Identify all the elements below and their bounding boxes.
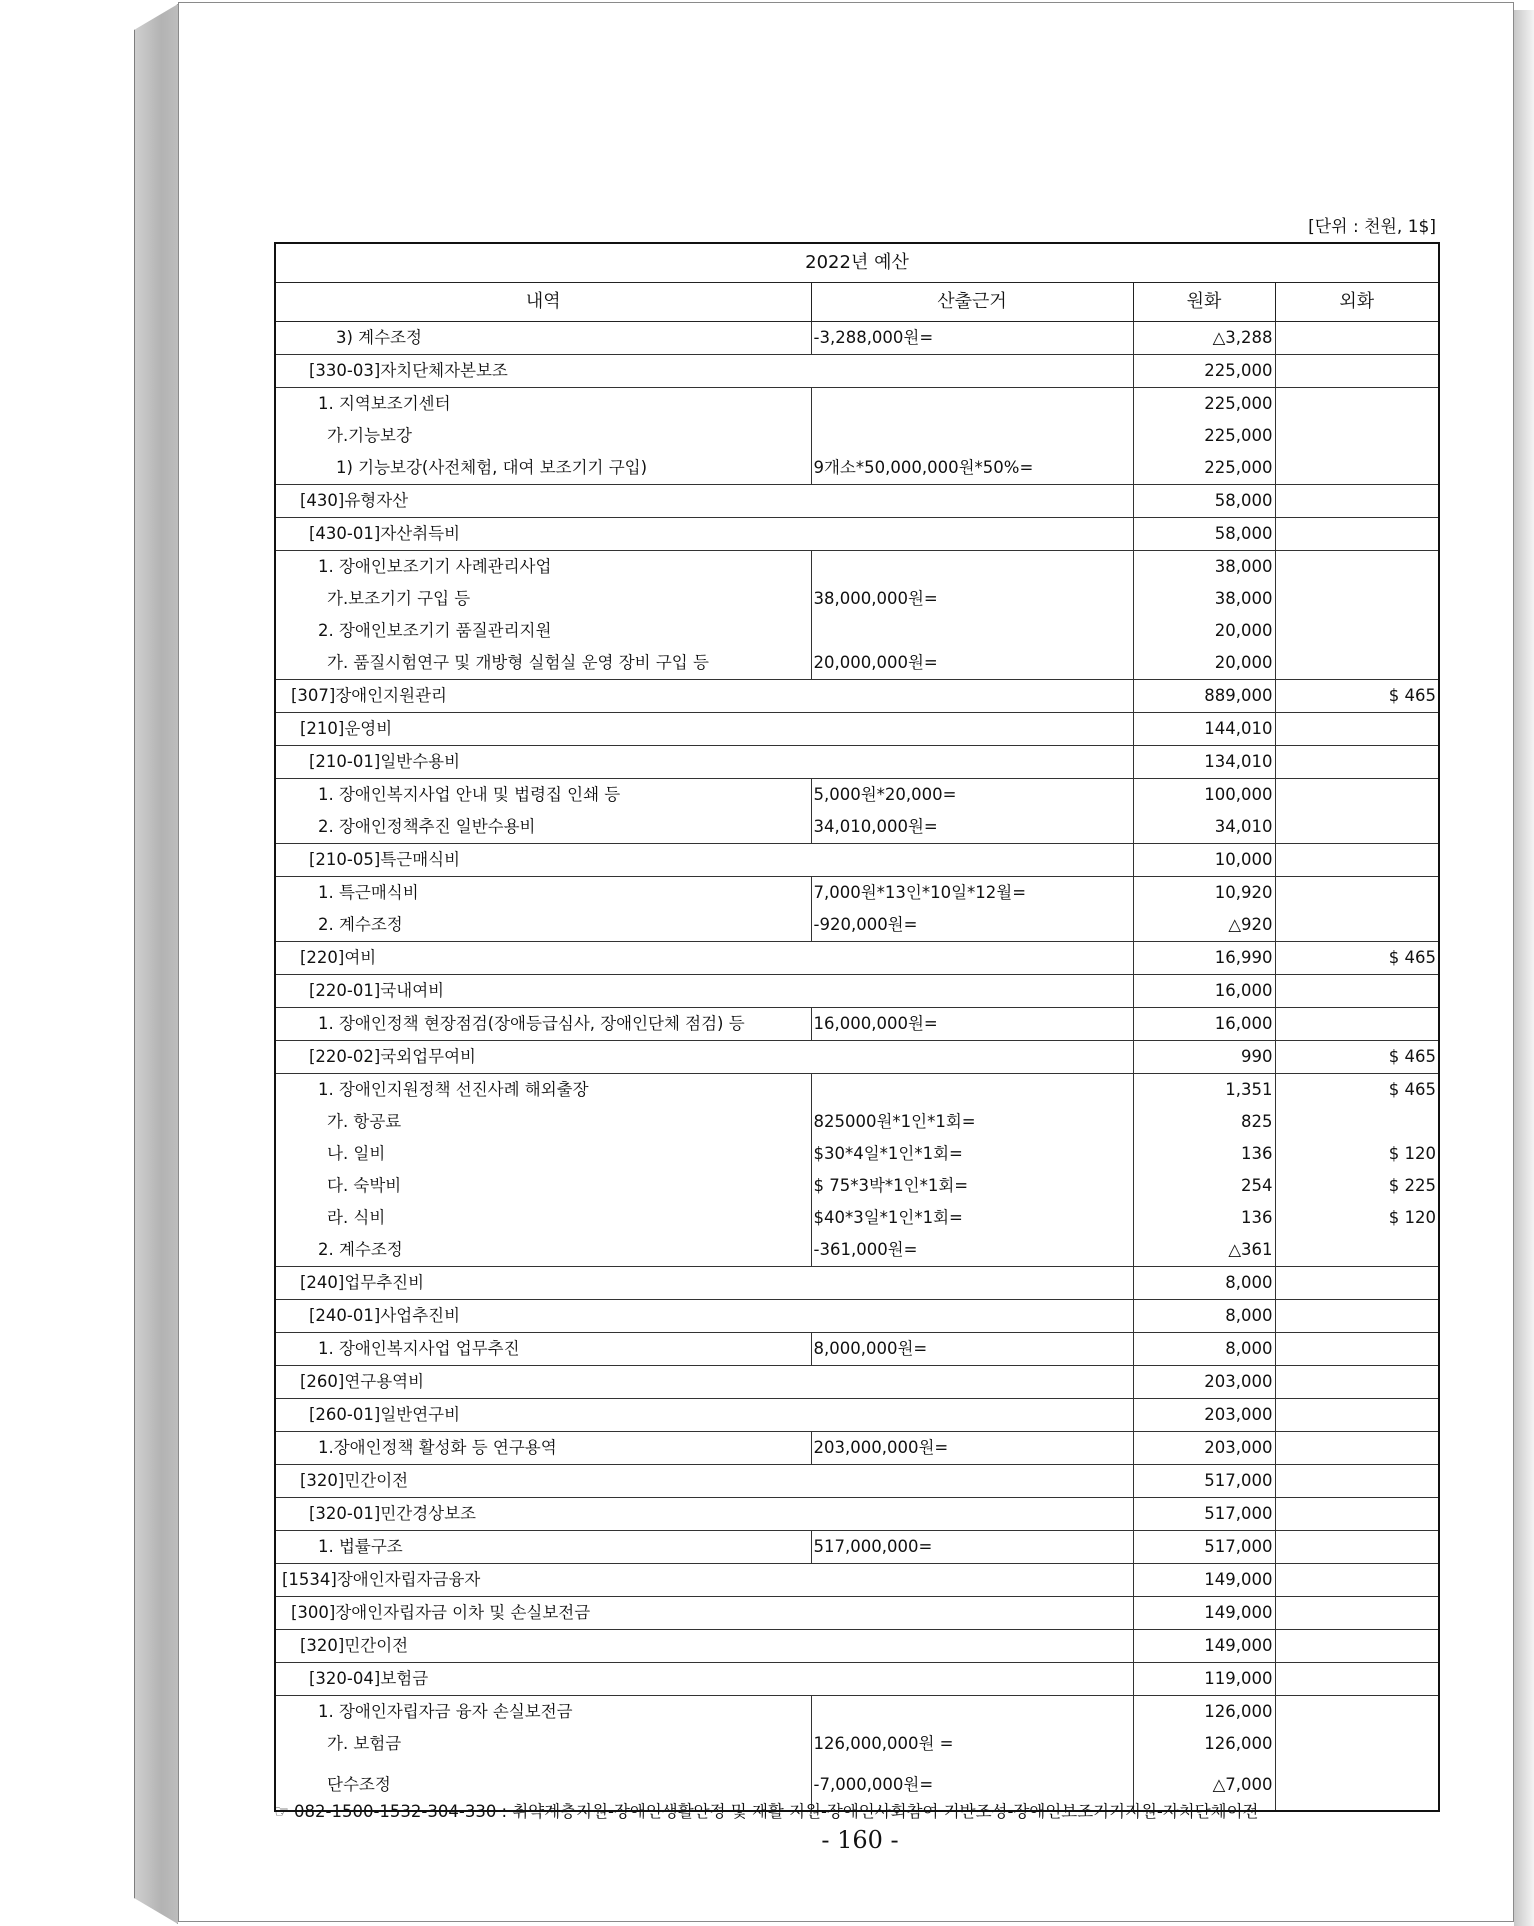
row-won: 149,000 (1133, 1597, 1275, 1630)
row-foreign (1275, 518, 1439, 551)
row-desc: [210-01]일반수용비 (275, 746, 1133, 779)
row-desc: 2. 계수조정 (275, 909, 811, 942)
row-basis (811, 420, 1133, 452)
row-won: 517,000 (1133, 1498, 1275, 1531)
row-basis: 7,000원*13인*10일*12월= (811, 877, 1133, 910)
row-basis: 8,000,000원= (811, 1333, 1133, 1366)
row-desc: [1534]장애인자립자금융자 (275, 1564, 1133, 1597)
table-row (275, 452, 1439, 485)
table-row (275, 1138, 1439, 1170)
table-row (275, 322, 1439, 355)
row-won: △361 (1133, 1234, 1275, 1267)
row-won: 825 (1133, 1106, 1275, 1138)
row-won: 119,000 (1133, 1663, 1275, 1696)
row-foreign (1275, 355, 1439, 388)
row-foreign (1275, 1267, 1439, 1300)
table-row (275, 680, 1439, 713)
table-row (275, 355, 1439, 388)
table-row (275, 1008, 1439, 1041)
row-won: 225,000 (1133, 420, 1275, 452)
row-foreign (1275, 1106, 1439, 1138)
table-row (275, 779, 1439, 812)
row-desc: 1. 장애인복지사업 업무추진 (275, 1333, 811, 1366)
row-basis: 203,000,000원= (811, 1432, 1133, 1465)
row-foreign: $ 225 (1275, 1170, 1439, 1202)
table-row (275, 1663, 1439, 1696)
row-won: 889,000 (1133, 680, 1275, 713)
table-row (275, 975, 1439, 1008)
table-row (275, 1465, 1439, 1498)
row-foreign (1275, 615, 1439, 647)
row-won: △920 (1133, 909, 1275, 942)
table-row (275, 1170, 1439, 1202)
table-row (275, 1267, 1439, 1300)
row-desc: [320]민간이전 (275, 1630, 1133, 1663)
row-won: 225,000 (1133, 452, 1275, 485)
row-basis (811, 1696, 1133, 1729)
book-spine (134, 4, 180, 1924)
row-desc: [330-03]자치단체자본보조 (275, 355, 1133, 388)
row-foreign (1275, 452, 1439, 485)
row-foreign (1275, 1663, 1439, 1696)
row-desc: [260-01]일반연구비 (275, 1399, 1133, 1432)
row-won: 38,000 (1133, 583, 1275, 615)
budget-year-header: 2022년 예산 (275, 243, 1439, 283)
row-won: 58,000 (1133, 518, 1275, 551)
row-foreign: $ 120 (1275, 1202, 1439, 1234)
row-desc: 가. 보험금 (275, 1728, 811, 1760)
row-basis: 517,000,000= (811, 1531, 1133, 1564)
row-desc: 1. 장애인자립자금 융자 손실보전금 (275, 1696, 811, 1729)
row-foreign (1275, 551, 1439, 584)
row-foreign (1275, 1333, 1439, 1366)
budget-rows (275, 322, 1439, 1812)
table-row (275, 1366, 1439, 1399)
table-row (275, 1531, 1439, 1564)
row-basis: 34,010,000원= (811, 811, 1133, 844)
row-won: 225,000 (1133, 355, 1275, 388)
row-foreign (1275, 779, 1439, 812)
row-basis: 5,000원*20,000= (811, 779, 1133, 812)
row-foreign (1275, 1008, 1439, 1041)
row-won: 990 (1133, 1041, 1275, 1074)
row-desc: [320-01]민간경상보조 (275, 1498, 1133, 1531)
row-won: 16,990 (1133, 942, 1275, 975)
row-foreign (1275, 1597, 1439, 1630)
row-won: 203,000 (1133, 1432, 1275, 1465)
row-foreign (1275, 713, 1439, 746)
row-foreign (1275, 746, 1439, 779)
row-desc: 가. 품질시험연구 및 개방형 실험실 운영 장비 구입 등 (275, 647, 811, 680)
row-won: 517,000 (1133, 1531, 1275, 1564)
row-desc: [430-01]자산취득비 (275, 518, 1133, 551)
table-row (275, 1106, 1439, 1138)
col-header-foreign: 외화 (1275, 283, 1439, 322)
row-desc: 가.기능보강 (275, 420, 811, 452)
table-row (275, 615, 1439, 647)
row-foreign: $ 465 (1275, 942, 1439, 975)
row-desc: [240-01]사업추진비 (275, 1300, 1133, 1333)
row-basis: 16,000,000원= (811, 1008, 1133, 1041)
row-won: 225,000 (1133, 388, 1275, 421)
row-foreign: $ 465 (1275, 680, 1439, 713)
table-row (275, 1234, 1439, 1267)
row-basis: -7,000,000원= (811, 1760, 1133, 1811)
row-desc: 가.보조기기 구입 등 (275, 583, 811, 615)
row-basis: $30*4일*1인*1회= (811, 1138, 1133, 1170)
row-desc: 다. 숙박비 (275, 1170, 811, 1202)
row-basis: $40*3일*1인*1회= (811, 1202, 1133, 1234)
row-basis: 9개소*50,000,000원*50%= (811, 452, 1133, 485)
row-desc: 1. 장애인정책 현장점검(장애등급심사, 장애인단체 점검) 등 (275, 1008, 811, 1041)
row-basis (811, 1074, 1133, 1107)
table-row (275, 713, 1439, 746)
row-desc: 라. 식비 (275, 1202, 811, 1234)
table-row (275, 877, 1439, 910)
table-row (275, 1333, 1439, 1366)
row-won: 58,000 (1133, 485, 1275, 518)
table-row (275, 844, 1439, 877)
row-basis (811, 388, 1133, 421)
budget-table (274, 242, 1440, 1812)
row-desc: [210-05]특근매식비 (275, 844, 1133, 877)
row-won: 136 (1133, 1202, 1275, 1234)
table-row (275, 1432, 1439, 1465)
unit-label: [단위 : 천원, 1$] (1308, 217, 1436, 237)
row-desc: [320-04]보험금 (275, 1663, 1133, 1696)
row-won: △7,000 (1133, 1760, 1275, 1811)
table-row (275, 1498, 1439, 1531)
row-foreign (1275, 1728, 1439, 1760)
table-row (275, 583, 1439, 615)
row-foreign (1275, 1366, 1439, 1399)
row-won: 126,000 (1133, 1728, 1275, 1760)
row-desc: 가. 항공료 (275, 1106, 811, 1138)
row-won: 38,000 (1133, 551, 1275, 584)
row-won: 34,010 (1133, 811, 1275, 844)
row-basis: 38,000,000원= (811, 583, 1133, 615)
row-basis: -920,000원= (811, 909, 1133, 942)
row-foreign (1275, 485, 1439, 518)
row-desc: 2. 계수조정 (275, 1234, 811, 1267)
table-row (275, 1399, 1439, 1432)
row-basis (811, 615, 1133, 647)
row-basis (811, 551, 1133, 584)
row-desc: [260]연구용역비 (275, 1366, 1133, 1399)
row-foreign (1275, 1234, 1439, 1267)
table-row (275, 388, 1439, 421)
row-desc: [320]민간이전 (275, 1465, 1133, 1498)
page-number: - 160 - (821, 1826, 899, 1854)
row-foreign (1275, 1432, 1439, 1465)
table-row (275, 1597, 1439, 1630)
row-desc: 1. 법률구조 (275, 1531, 811, 1564)
row-desc: 1. 장애인보조기기 사례관리사업 (275, 551, 811, 584)
row-foreign (1275, 1300, 1439, 1333)
row-basis: 20,000,000원= (811, 647, 1133, 680)
row-won: 20,000 (1133, 615, 1275, 647)
row-desc: 1. 장애인지원정책 선진사례 해외출장 (275, 1074, 811, 1107)
row-foreign (1275, 647, 1439, 680)
row-foreign (1275, 1399, 1439, 1432)
table-row (275, 1630, 1439, 1663)
row-foreign (1275, 1465, 1439, 1498)
row-foreign (1275, 583, 1439, 615)
row-foreign: $ 465 (1275, 1074, 1439, 1107)
row-won: 10,000 (1133, 844, 1275, 877)
row-desc: [307]장애인지원관리 (275, 680, 1133, 713)
row-desc: 1.장애인정책 활성화 등 연구용역 (275, 1432, 811, 1465)
page-shadow (1514, 10, 1534, 1926)
table-row (275, 551, 1439, 584)
footer-note: ☞ 082-1500-1532-304-330 : 취약계층지원-장애인생활안정 및 재활 지원-장애인사회참여 기반조성-장애인보조기기지원-자치단체이전 (274, 1802, 1259, 1821)
table-row (275, 1074, 1439, 1107)
row-desc: 1) 기능보강(사전체험, 대여 보조기기 구입) (275, 452, 811, 485)
row-won: 16,000 (1133, 1008, 1275, 1041)
row-foreign (1275, 1531, 1439, 1564)
table-row (275, 485, 1439, 518)
row-basis: $ 75*3박*1인*1회= (811, 1170, 1133, 1202)
row-foreign (1275, 844, 1439, 877)
row-won: 134,010 (1133, 746, 1275, 779)
row-won: 517,000 (1133, 1465, 1275, 1498)
col-header-won: 원화 (1133, 283, 1275, 322)
row-basis: 126,000,000원 = (811, 1728, 1133, 1760)
row-won: 8,000 (1133, 1267, 1275, 1300)
row-won: 8,000 (1133, 1333, 1275, 1366)
row-desc: 3) 계수조정 (275, 322, 811, 355)
row-desc: [430]유형자산 (275, 485, 1133, 518)
table-row (275, 909, 1439, 942)
table-row (275, 647, 1439, 680)
row-desc: 1. 특근매식비 (275, 877, 811, 910)
row-foreign (1275, 388, 1439, 421)
col-header-desc: 내역 (275, 283, 811, 322)
row-desc: 나. 일비 (275, 1138, 811, 1170)
row-desc: 1. 장애인복지사업 안내 및 법령집 인쇄 등 (275, 779, 811, 812)
table-row (275, 1728, 1439, 1760)
row-won: 16,000 (1133, 975, 1275, 1008)
row-won: 149,000 (1133, 1630, 1275, 1663)
table-row (275, 942, 1439, 975)
row-won: 100,000 (1133, 779, 1275, 812)
row-foreign (1275, 975, 1439, 1008)
row-desc: 단수조정 (275, 1760, 811, 1811)
table-row (275, 811, 1439, 844)
table-row (275, 1696, 1439, 1729)
row-foreign: $ 120 (1275, 1138, 1439, 1170)
row-desc: 1. 지역보조기센터 (275, 388, 811, 421)
row-foreign (1275, 877, 1439, 910)
row-won: 203,000 (1133, 1366, 1275, 1399)
table-row (275, 1041, 1439, 1074)
row-desc: [240]업무추진비 (275, 1267, 1133, 1300)
row-won: △3,288 (1133, 322, 1275, 355)
row-won: 10,920 (1133, 877, 1275, 910)
row-won: 8,000 (1133, 1300, 1275, 1333)
row-foreign (1275, 1630, 1439, 1663)
row-foreign (1275, 322, 1439, 355)
row-desc: [220]여비 (275, 942, 1133, 975)
row-desc: 2. 장애인보조기기 품질관리지원 (275, 615, 811, 647)
table-row (275, 1300, 1439, 1333)
row-basis: -3,288,000원= (811, 322, 1133, 355)
row-desc: [210]운영비 (275, 713, 1133, 746)
row-foreign (1275, 420, 1439, 452)
row-won: 136 (1133, 1138, 1275, 1170)
row-foreign (1275, 1696, 1439, 1729)
row-basis: -361,000원= (811, 1234, 1133, 1267)
row-won: 149,000 (1133, 1564, 1275, 1597)
table-row (275, 746, 1439, 779)
row-foreign (1275, 909, 1439, 942)
table-row (275, 420, 1439, 452)
row-foreign (1275, 1498, 1439, 1531)
table-row (275, 1564, 1439, 1597)
row-won: 254 (1133, 1170, 1275, 1202)
row-foreign (1275, 1564, 1439, 1597)
row-desc: [300]장애인자립자금 이차 및 손실보전금 (275, 1597, 1133, 1630)
row-won: 144,010 (1133, 713, 1275, 746)
row-foreign: $ 465 (1275, 1041, 1439, 1074)
row-basis: 825000원*1인*1회= (811, 1106, 1133, 1138)
col-header-basis: 산출근거 (811, 283, 1133, 322)
row-won: 1,351 (1133, 1074, 1275, 1107)
table-row (275, 518, 1439, 551)
row-desc: [220-01]국내여비 (275, 975, 1133, 1008)
row-foreign (1275, 811, 1439, 844)
row-desc: [220-02]국외업무여비 (275, 1041, 1133, 1074)
row-won: 20,000 (1133, 647, 1275, 680)
table-row (275, 1202, 1439, 1234)
row-won: 203,000 (1133, 1399, 1275, 1432)
row-desc: 2. 장애인정책추진 일반수용비 (275, 811, 811, 844)
row-won: 126,000 (1133, 1696, 1275, 1729)
